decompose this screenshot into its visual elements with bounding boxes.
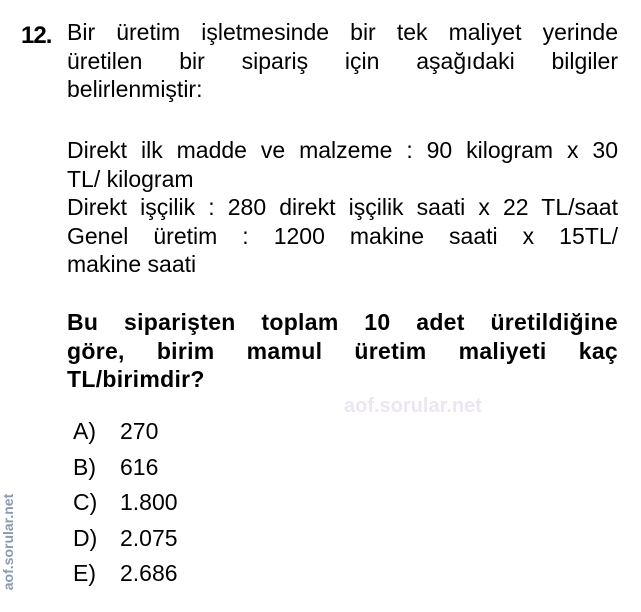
prompt-line: TL/birimdir? <box>67 366 205 392</box>
prompt-line: Bu siparişten toplam 10 adet üretildiğine <box>67 309 618 335</box>
question-intro <box>67 18 618 104</box>
option-value: 2.075 <box>120 524 178 551</box>
data-line: Direkt işçilik : 280 direkt işçilik saati x 22 TL/saat <box>67 194 618 220</box>
option-letter: A) <box>73 418 96 444</box>
option-letter: E) <box>73 560 96 586</box>
option-letter: C) <box>73 489 98 515</box>
question-prompt <box>67 308 618 394</box>
option-value: 616 <box>120 453 159 480</box>
watermark-side: aof.sorular.net <box>0 493 16 591</box>
option-letter: B) <box>73 453 96 480</box>
data-line: TL/ kilogram <box>67 165 194 192</box>
option-letter: D) <box>73 524 98 551</box>
option-value: 270 <box>120 418 159 444</box>
watermark-center: aof.sorular.net <box>344 395 482 417</box>
option-value: 2.686 <box>120 560 178 586</box>
data-line: Direkt ilk madde ve malzeme : 90 kilogram x 30 <box>67 137 618 163</box>
data-line: makine saati <box>67 251 197 277</box>
option-value: 1.800 <box>120 489 178 515</box>
intro-line: Bir üretim işletmesinde bir tek maliyet yerinde <box>67 19 618 45</box>
intro-line: üretilen bir sipariş için aşağıdaki bilgiler <box>67 47 618 74</box>
question-number: 12. <box>21 22 52 49</box>
intro-line: belirlenmiştir: <box>67 76 203 102</box>
cost-data <box>67 136 618 279</box>
data-line: Genel üretim : 1200 makine saati x 15TL/ <box>67 222 618 249</box>
prompt-line: göre, birim mamul üretim maliyeti kaç <box>67 337 618 364</box>
